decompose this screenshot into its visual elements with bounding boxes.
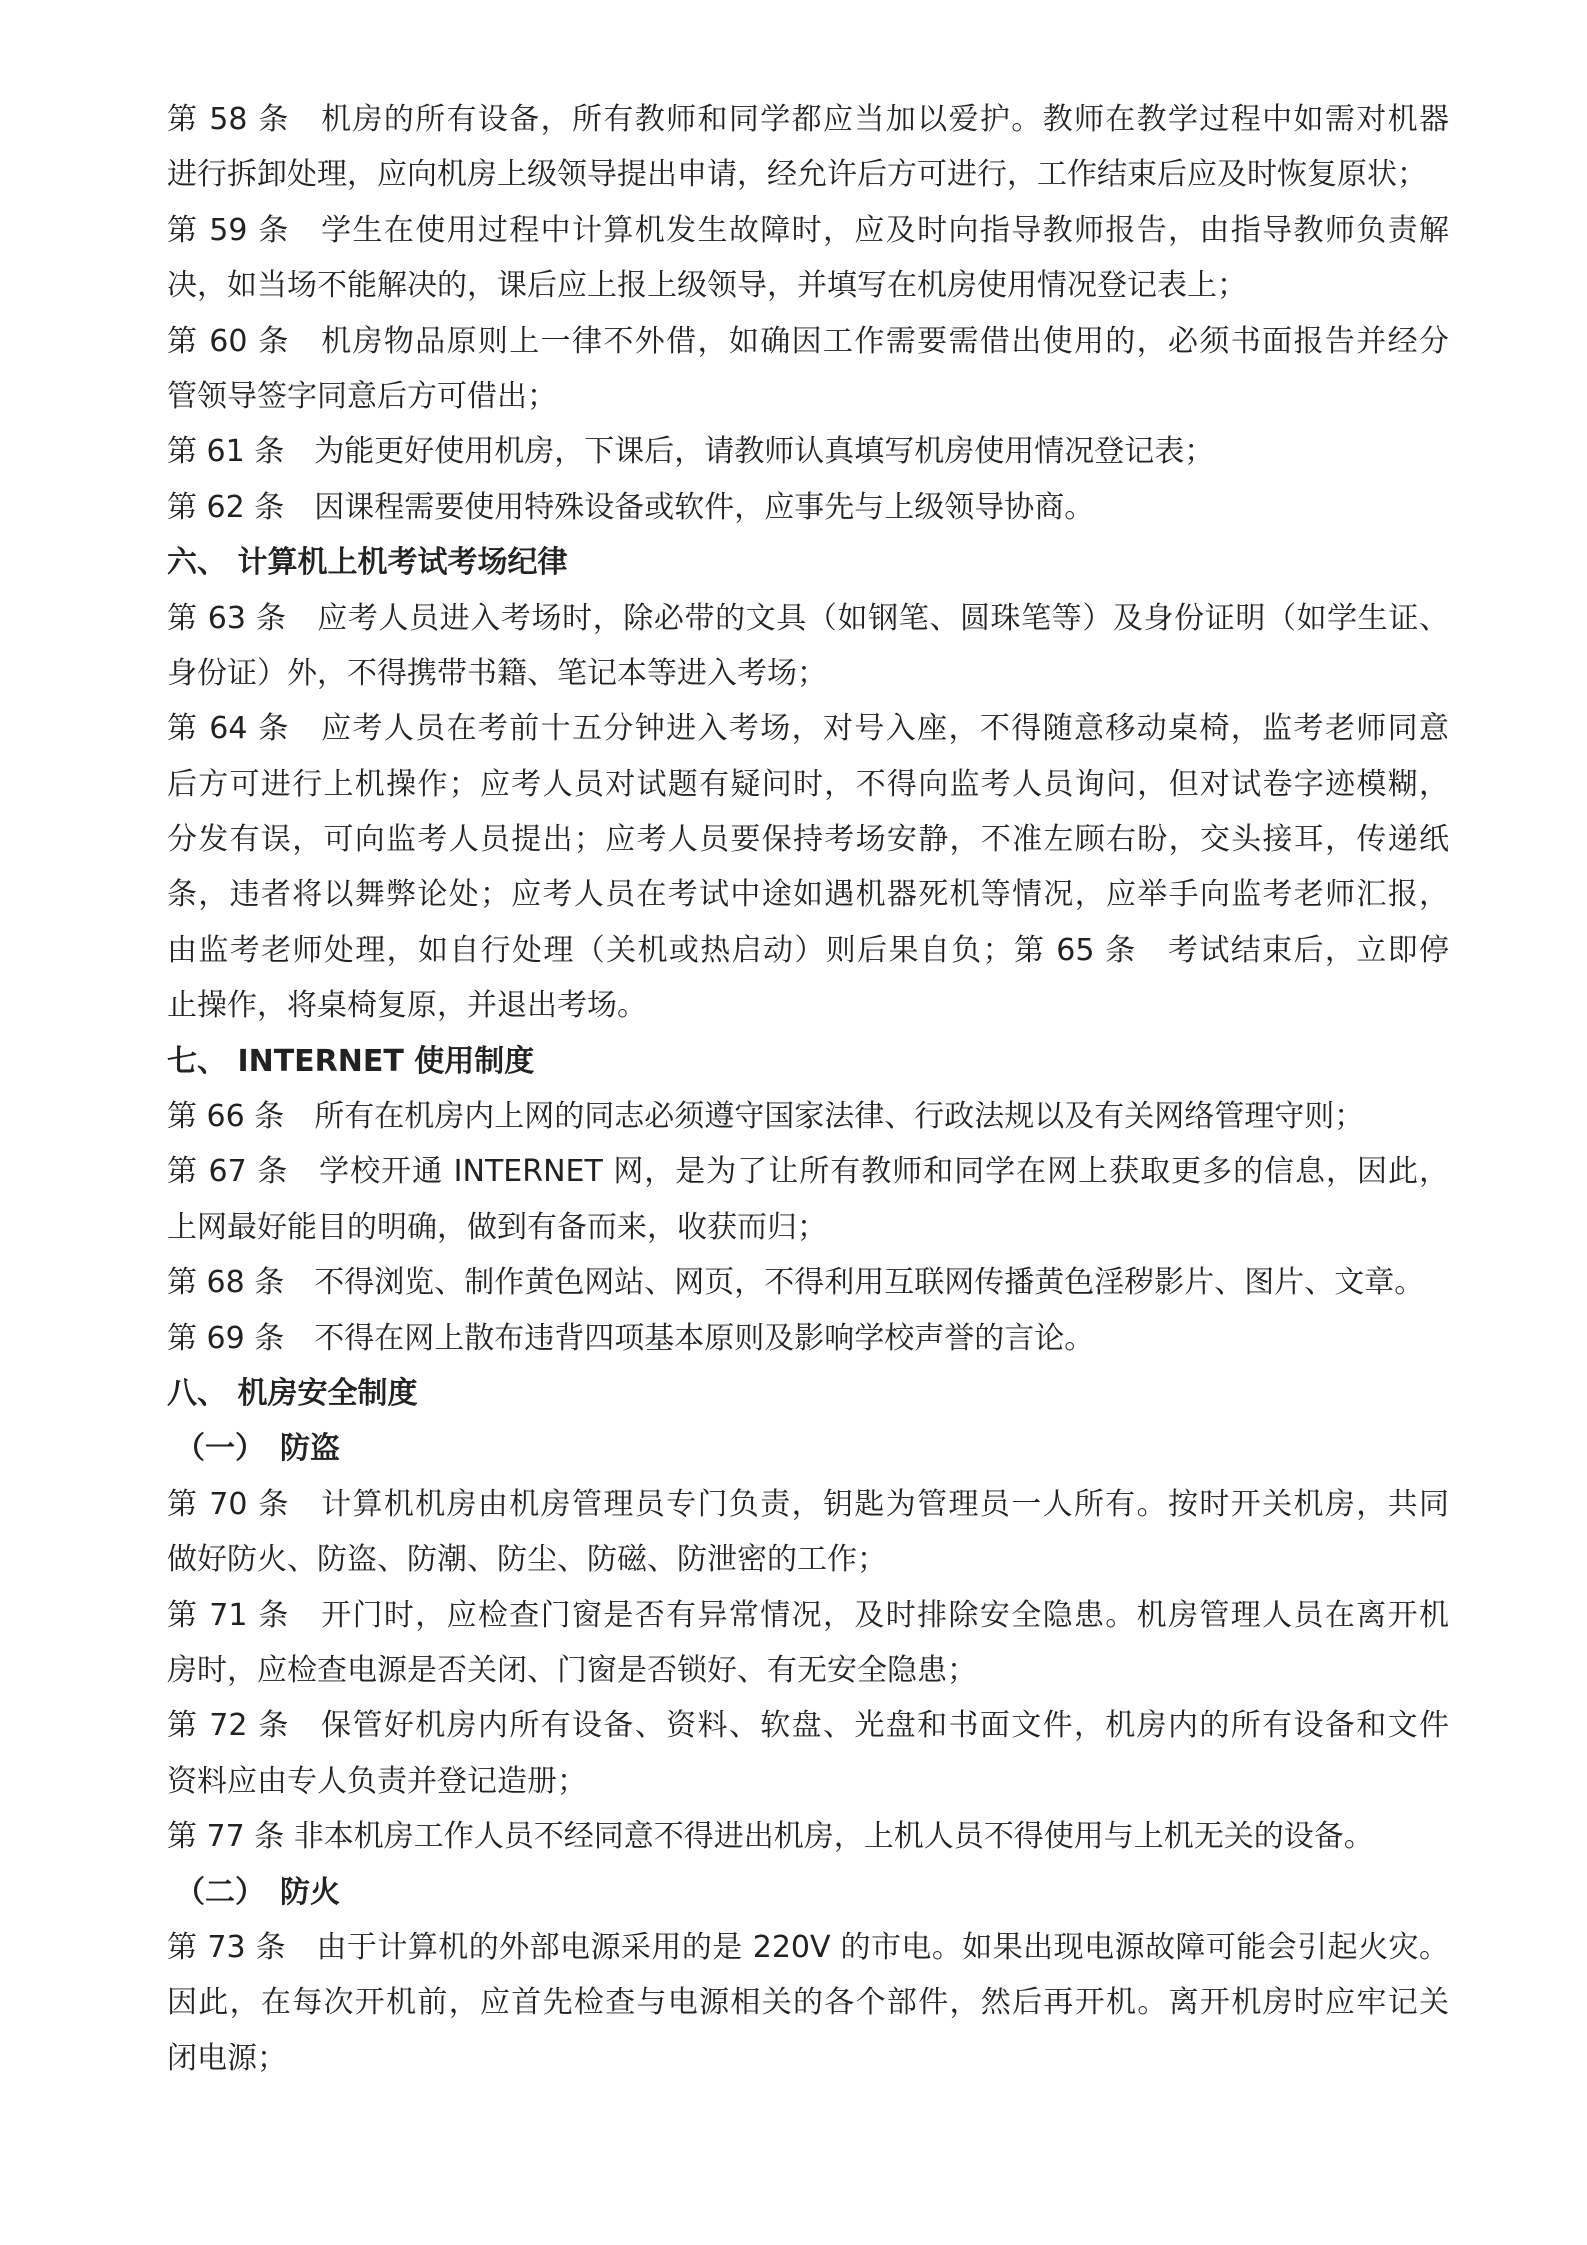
article-paragraph xyxy=(167,203,1449,314)
text-line: （一） 防盗 xyxy=(175,1431,340,1467)
text-line: 第 69 条 不得在网上散布违背四项基本原则及影响学校声誉的言论。 xyxy=(167,1320,1095,1356)
article-paragraph xyxy=(167,424,1449,479)
text-line: 由监考老师处理，如自行处理（关机或热启动）则后果自负；第 65 条 考试结束后，立即停 xyxy=(167,932,1449,968)
text-line: 第 62 条 因课程需要使用特殊设备或软件，应事先与上级领导协商。 xyxy=(167,489,1095,525)
article-paragraph xyxy=(167,1588,1449,1699)
text-line: 上网最好能目的明确，做到有备而来，收获而归； xyxy=(167,1209,827,1245)
text-line: 第 72 条 保管好机房内所有设备、资料、软盘、光盘和书面文件，机房内的所有设备和文件 xyxy=(167,1708,1449,1744)
text-line: 第 71 条 开门时，应检查门窗是否有异常情况，及时排除安全隐患。机房管理人员在离开机 xyxy=(167,1597,1449,1633)
text-line: 第 61 条 为能更好使用机房，下课后，请教师认真填写机房使用情况登记表； xyxy=(167,434,1215,470)
subsection-heading xyxy=(167,1421,1449,1476)
article-paragraph xyxy=(167,480,1449,535)
article-paragraph xyxy=(167,1698,1449,1809)
article-paragraph xyxy=(167,1144,1449,1255)
text-line: 第 66 条 所有在机房内上网的同志必须遵守国家法律、行政法规以及有关网络管理守则； xyxy=(167,1099,1365,1135)
article-paragraph xyxy=(167,1920,1449,2086)
text-line: 第 67 条 学校开通 INTERNET 网，是为了让所有教师和同学在网上获取更多的信息，因此， xyxy=(167,1154,1449,1190)
text-line: 第 64 条 应考人员在考前十五分钟进入考场，对号入座，不得随意移动桌椅，监考老师同意 xyxy=(167,711,1449,747)
section-heading xyxy=(167,1366,1449,1421)
article-paragraph xyxy=(167,1311,1449,1366)
text-line: （二） 防火 xyxy=(175,1874,340,1910)
text-line: 资料应由专人负责并登记造册； xyxy=(167,1763,587,1799)
text-line: 做好防火、防盗、防潮、防尘、防磁、防泄密的工作； xyxy=(167,1542,887,1578)
text-line: 管领导签字同意后方可借出； xyxy=(167,378,557,414)
text-line: 第 63 条 应考人员进入考场时，除必带的文具（如钢笔、圆珠笔等）及身份证明（如学生证、 xyxy=(167,600,1449,636)
text-line: 后方可进行上机操作；应考人员对试题有疑问时，不得向监考人员询问，但对试卷字迹模糊， xyxy=(167,766,1449,802)
text-line: 决，如当场不能解决的，课后应上报上级领导，并填写在机房使用情况登记表上； xyxy=(167,268,1247,304)
article-paragraph xyxy=(167,1255,1449,1310)
article-paragraph xyxy=(167,314,1449,425)
text-line: 条，违者将以舞弊论处；应考人员在考试中途如遇机器死机等情况，应举手向监考老师汇报， xyxy=(167,877,1449,913)
text-line: 八、 机房安全制度 xyxy=(167,1375,418,1411)
text-line: 止操作，将桌椅复原，并退出考场。 xyxy=(167,988,647,1024)
section-heading xyxy=(167,535,1449,590)
text-line: 第 70 条 计算机机房由机房管理员专门负责，钥匙为管理员一人所有。按时开关机房，共同 xyxy=(167,1486,1449,1522)
text-line: 七、 INTERNET 使用制度 xyxy=(167,1043,535,1079)
text-line: 闭电源； xyxy=(167,2040,287,2076)
article-paragraph xyxy=(167,92,1449,203)
article-paragraph xyxy=(167,1477,1449,1588)
document-body xyxy=(167,92,1449,2086)
section-heading xyxy=(167,1034,1449,1089)
text-line: 第 77 条 非本机房工作人员不经同意不得进出机房，上机人员不得使用与上机无关的设备。 xyxy=(167,1819,1374,1855)
text-line: 因此，在每次开机前，应首先检查与电源相关的各个部件，然后再开机。离开机房时应牢记关 xyxy=(167,1985,1449,2021)
text-line: 六、 计算机上机考试考场纪律 xyxy=(167,545,568,581)
subsection-heading xyxy=(167,1865,1449,1920)
text-line: 第 59 条 学生在使用过程中计算机发生故障时，应及时向指导教师报告，由指导教师负责解 xyxy=(167,212,1449,248)
text-line: 第 68 条 不得浏览、制作黄色网站、网页，不得利用互联网传播黄色淫秽影片、图片、文章。 xyxy=(167,1265,1425,1301)
text-line: 第 60 条 机房物品原则上一律不外借，如确因工作需要需借出使用的，必须书面报告并经分 xyxy=(167,323,1449,359)
article-paragraph xyxy=(167,591,1449,702)
text-line: 身份证）外，不得携带书籍、笔记本等进入考场； xyxy=(167,655,827,691)
article-paragraph xyxy=(167,1089,1449,1144)
text-line: 分发有误，可向监考人员提出；应考人员要保持考场安静，不准左顾右盼，交头接耳，传递纸 xyxy=(167,822,1449,858)
article-paragraph xyxy=(167,1809,1449,1864)
text-line: 第 73 条 由于计算机的外部电源采用的是 220V 的市电。如果出现电源故障可能会引起火灾。 xyxy=(167,1929,1449,1965)
text-line: 房时，应检查电源是否关闭、门窗是否锁好、有无安全隐患； xyxy=(167,1652,977,1688)
text-line: 进行拆卸处理，应向机房上级领导提出申请，经允许后方可进行，工作结束后应及时恢复原状； xyxy=(167,157,1427,193)
article-paragraph xyxy=(167,701,1449,1033)
text-line: 第 58 条 机房的所有设备，所有教师和同学都应当加以爱护。教师在教学过程中如需对机器 xyxy=(167,102,1449,137)
